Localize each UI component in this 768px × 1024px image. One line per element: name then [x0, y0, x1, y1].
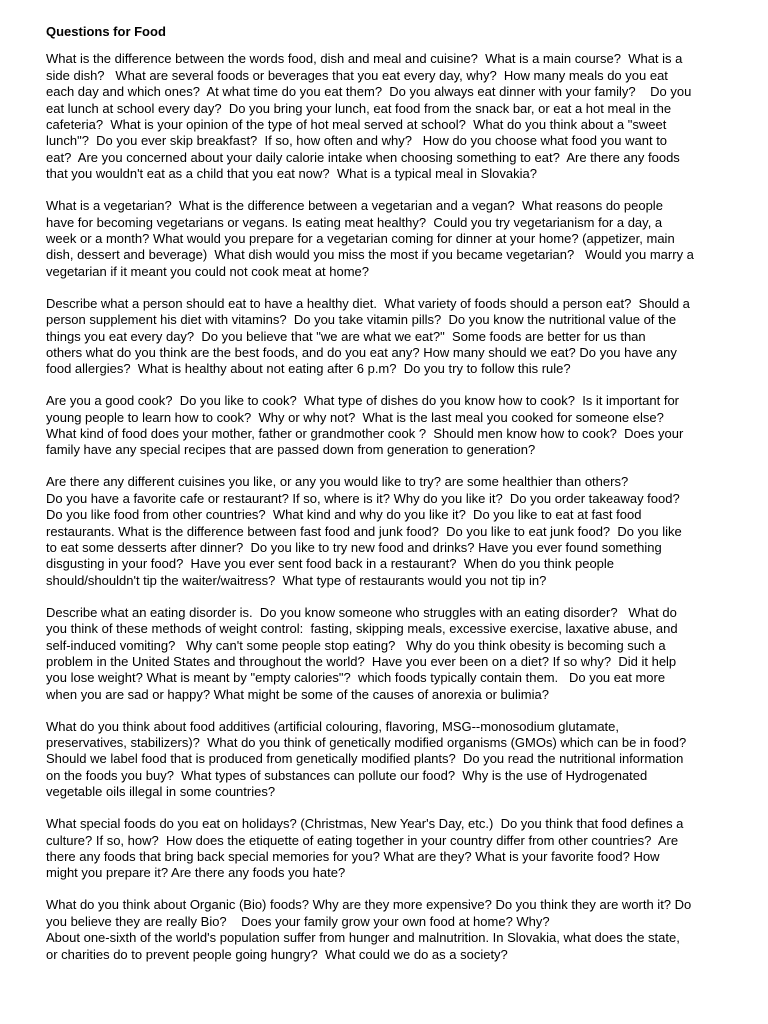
text-line: young people to learn how to cook? Why or why not? What is the last meal you cooked for someone else? [46, 409, 664, 425]
text-line: Do you have a favorite cafe or restaurant? If so, where is it? Why do you like it? Do you order takeaway food? [46, 490, 680, 506]
text-line: Describe what an eating disorder is. Do you know someone who struggles with an eating disorder? What do [46, 604, 677, 620]
text-line: you believe they are really Bio? Does your family grow your own food at home? Why? [46, 913, 550, 929]
paragraph [46, 897, 746, 963]
text-line: dish, dessert and beverage) What dish would you miss the most if you became vegetarian? Would you marry a [46, 247, 694, 263]
text-line: to eat some desserts after dinner? Do you like to try new food and drinks? Have you ever found something [46, 539, 662, 555]
text-line: Should we label food that is produced from genetically modified plants? Do you read the nutritional information [46, 751, 684, 767]
text-line: Are there any different cuisines you like, or any you would like to try? are some healthier than others? [46, 474, 629, 490]
text-line: What do you think about Organic (Bio) foods? Why are they more expensive? Do you think they are worth it? Do [46, 897, 692, 913]
text-line: might you prepare it? Are there any foods you hate? [46, 865, 346, 881]
paragraph [46, 719, 746, 801]
text-line: eat? Are you concerned about your daily calorie intake when choosing something to eat? Are there any foods [46, 149, 680, 165]
text-line: restaurants. What is the difference between fast food and junk food? Do you like to eat junk food? Do you like [46, 523, 682, 539]
text-line: side dish? What are several foods or beverages that you eat every day, why? How many meals do you eat [46, 67, 668, 83]
text-line: problem in the United States and throughout the world? Have you ever been on a diet? If so why? Did it help [46, 653, 677, 669]
text-line: What is the difference between the words food, dish and meal and cuisine? What is a main course? What is a [46, 51, 683, 67]
paragraph-list [46, 51, 746, 963]
text-line: vegetable oils illegal in some countries? [46, 784, 276, 800]
paragraph [46, 296, 746, 378]
text-line: culture? If so, how? How does the etiquette of eating together in your country differ from other countries? Are [46, 832, 679, 848]
text-line: cafeteria? What is your opinion of the type of hot meal served at school? What do you think about a "sweet [46, 117, 667, 133]
text-line: when you are sad or happy? What might be some of the causes of anorexia or bulimia? [46, 686, 549, 702]
paragraph [46, 198, 746, 280]
text-line: or charities do to prevent people going hungry? What could we do as a society? [46, 946, 508, 962]
paragraph [46, 51, 746, 182]
text-line: on the foods you buy? What types of substances can pollute our food? Why is the use of Hydrogenated [46, 767, 648, 783]
text-line: each day and which ones? At what time do you eat them? Do you always eat dinner with your family? Do you [46, 84, 692, 100]
paragraph [46, 474, 746, 589]
text-line: What is a vegetarian? What is the difference between a vegetarian and a vegan? What reasons do people [46, 198, 663, 214]
paragraph [46, 816, 746, 882]
text-line: Describe what a person should eat to have a healthy diet. What variety of foods should a person eat? Should a [46, 295, 690, 311]
text-line: that you wouldn't eat as a child that you eat now? What is a typical meal in Slovakia? [46, 166, 537, 182]
document-page [46, 24, 746, 978]
text-line: What do you think about food additives (artificial colouring, flavoring, MSG--monosodium glutamate, [46, 718, 620, 734]
paragraph [46, 393, 746, 459]
text-line: you think of these methods of weight control: fasting, skipping meals, excessive exercise, laxative abuse, and [46, 621, 678, 637]
text-line: About one-sixth of the world's population suffer from hunger and malnutrition. In Slovakia, what does the state, [46, 930, 680, 946]
text-line: Do you like food from other countries? What kind and why do you like it? Do you like to eat at fast food [46, 507, 642, 523]
text-line: What special foods do you eat on holidays? (Christmas, New Year's Day, etc.) Do you think that food defines a [46, 816, 684, 832]
text-line: have for becoming vegetarians or vegans. Is eating meat healthy? Could you try vegetarianism for a day, a [46, 214, 663, 230]
text-line: vegetarian if it meant you could not cook meat at home? [46, 263, 370, 279]
text-line: others what do you think are the best foods, and do you eat any? How many should we eat? Do you have any [46, 344, 677, 360]
document-title: Questions for Food [46, 24, 166, 39]
text-line: week or a month? What would you prepare for a vegetarian coming for dinner at your home? (appetizer, main [46, 230, 675, 246]
text-line: eat lunch at school every day? Do you bring your lunch, eat food from the snack bar, or eat a hot meal in the [46, 100, 672, 116]
text-line: self-induced vomiting? Why can't some people stop eating? Why do you think obesity is becoming such a [46, 637, 666, 653]
text-line: things you eat every day? Do you believe that "we are what we eat?" Some foods are better for us than [46, 328, 646, 344]
text-line: lunch"? Do you ever skip breakfast? If so, how often and why? How do you choose what food you want to [46, 133, 668, 149]
text-line: disgusting in your food? Have you ever sent food back in a restaurant? When do you think people [46, 556, 615, 572]
text-line: Are you a good cook? Do you like to cook? What type of dishes do you know how to cook? Is it important for [46, 393, 680, 409]
text-line: food allergies? What is healthy about not eating after 6 p.m? Do you try to follow this rule? [46, 361, 571, 377]
text-line: preservatives, stabilizers)? What do you think of genetically modified organisms (GMOs) which can be in food? [46, 735, 687, 751]
text-line: you lose weight? What is meant by "empty calories"? which foods typically contain them. Do you eat more [46, 670, 666, 686]
text-line: person supplement his diet with vitamins? Do you take vitamin pills? Do you know the nutritional value of the [46, 312, 677, 328]
text-line: family have any special recipes that are passed down from generation to generation? [46, 442, 536, 458]
paragraph [46, 605, 746, 703]
text-line: What kind of food does your mother, father or grandmother cook ? Should men know how to cook? Does your [46, 426, 684, 442]
text-line: there any foods that bring back special memories for you? What are they? What is your favorite food? How [46, 848, 660, 864]
text-line: should/shouldn't tip the waiter/waitress? What type of restaurants would you not tip in? [46, 572, 547, 588]
